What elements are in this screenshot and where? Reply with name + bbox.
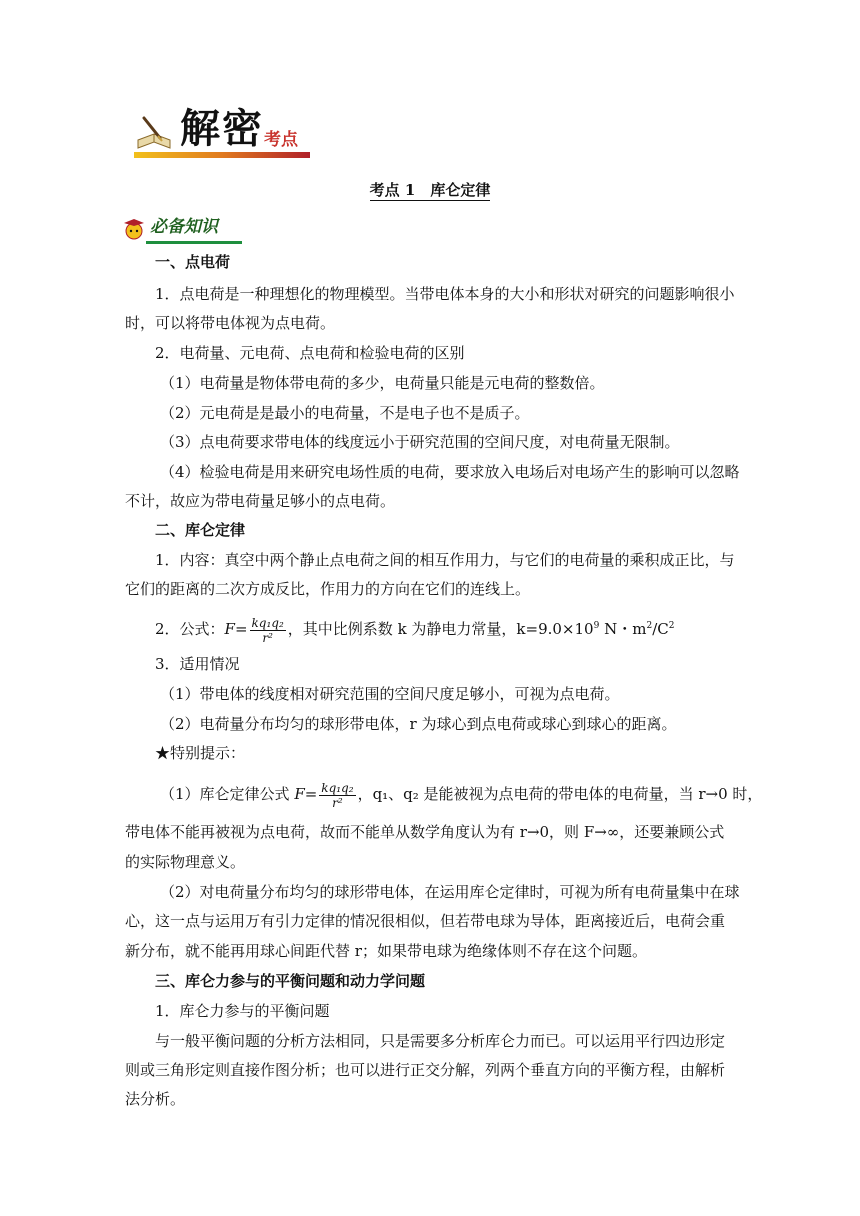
paragraph-line: 它们的距离的二次方成反比，作用力的方向在它们的连线上。 xyxy=(125,580,531,598)
paragraph-line: 心，这一点与运用万有引力定律的情况很相似，但若带电球为导体，距离接近后，电荷会重 xyxy=(125,912,726,930)
banner-subtitle: 考点 xyxy=(264,130,298,150)
list-item: （2）元电荷是是最小的电荷量，不是电子也不是质子。 xyxy=(160,404,530,422)
paragraph-line: 1．库仑力参与的平衡问题 xyxy=(155,1002,330,1020)
paragraph-line: 1．点电荷是一种理想化的物理模型。当带电体本身的大小和形状对研究的问题影响很小 xyxy=(155,285,735,303)
paragraph-line: 的实际物理意义。 xyxy=(125,853,246,871)
formula-line: （1）库仑定律公式 F= $\frac{\text{kq₁q₂}}{\text{r²}}$ ，q₁、q₂ 是能被视为点电荷的带电体的电荷量，当 r→0 时， xyxy=(160,780,763,810)
paragraph-line: 与一般平衡问题的分析方法相同，只是需要多分析库仑力而已。可以运用平行四边形定 xyxy=(155,1032,726,1050)
paragraph-line: （2）对电荷量分布均匀的球形带电体，在运用库仑定律时，可视为所有电荷量集中在球 xyxy=(160,883,740,901)
paragraph-line: 则或三角形定则直接作图分析；也可以进行正交分解，列两个垂直方向的平衡方程，由解析 xyxy=(125,1061,726,1079)
list-item: （3）点电荷要求带电体的线度远小于研究范围的空间尺度，对电荷量无限制。 xyxy=(160,433,680,451)
paragraph-line: 法分析。 xyxy=(125,1090,186,1108)
paragraph-line: 2．电荷量、元电荷、点电荷和检验电荷的区别 xyxy=(155,344,465,362)
coulomb-formula: $\frac{\text{kq₁q₂}}{\text{r²}}$ xyxy=(251,615,284,645)
list-item: （1）带电体的线度相对研究范围的空间尺度足够小，可视为点电荷。 xyxy=(160,685,620,703)
paragraph-line: 1．内容：真空中两个静止点电荷之间的相互作用力，与它们的电荷量的乘积成正比，与 xyxy=(155,551,735,569)
coulomb-formula: $\frac{\text{kq₁q₂}}{\text{r²}}$ xyxy=(321,780,354,810)
list-item: （4）检验电荷是用来研究电场性质的电荷，要求放入电场后对电场产生的影响可以忽略 xyxy=(160,463,740,481)
list-item: （2）电荷量分布均匀的球形带电体，r 为球心到点电荷或球心到球心的距离。 xyxy=(160,715,677,733)
tip-heading: ★特别提示： xyxy=(155,744,246,762)
page-title: 考点 1 库仑定律 xyxy=(369,181,491,199)
banner-title: 解密 xyxy=(180,105,264,152)
paragraph-line: 带电体不能再被视为点电荷，故而不能单从数学角度认为有 r→0，则 F→∞，还要兼顾公式 xyxy=(125,823,725,841)
heading-coulomb-law: 二、库仑定律 xyxy=(155,521,246,539)
heading-equilibrium: 三、库仑力参与的平衡问题和动力学问题 xyxy=(155,972,426,990)
list-item: （1）电荷量是物体带电荷的多少，电荷量只能是元电荷的整数倍。 xyxy=(160,374,605,392)
paragraph-line: 新分布，就不能再用球心间距代替 r；如果带电球为绝缘体则不存在这个问题。 xyxy=(125,942,647,960)
section-badge: 必备知识 xyxy=(150,217,218,237)
paragraph-line: 3．适用情况 xyxy=(155,655,240,673)
paragraph-line: 不计，故应为带电荷量足够小的点电荷。 xyxy=(125,492,396,510)
formula-line: 2．公式：F= $\frac{\text{kq₁q₂}}{\text{r²}}$ ，其中比例系数 k 为静电力常量，$k=9.0\times 10^9$ N・$m^2/C^2$ xyxy=(155,615,675,645)
paragraph-line: 时，可以将带电体视为点电荷。 xyxy=(125,314,336,332)
heading-point-charge: 一、点电荷 xyxy=(155,253,231,271)
